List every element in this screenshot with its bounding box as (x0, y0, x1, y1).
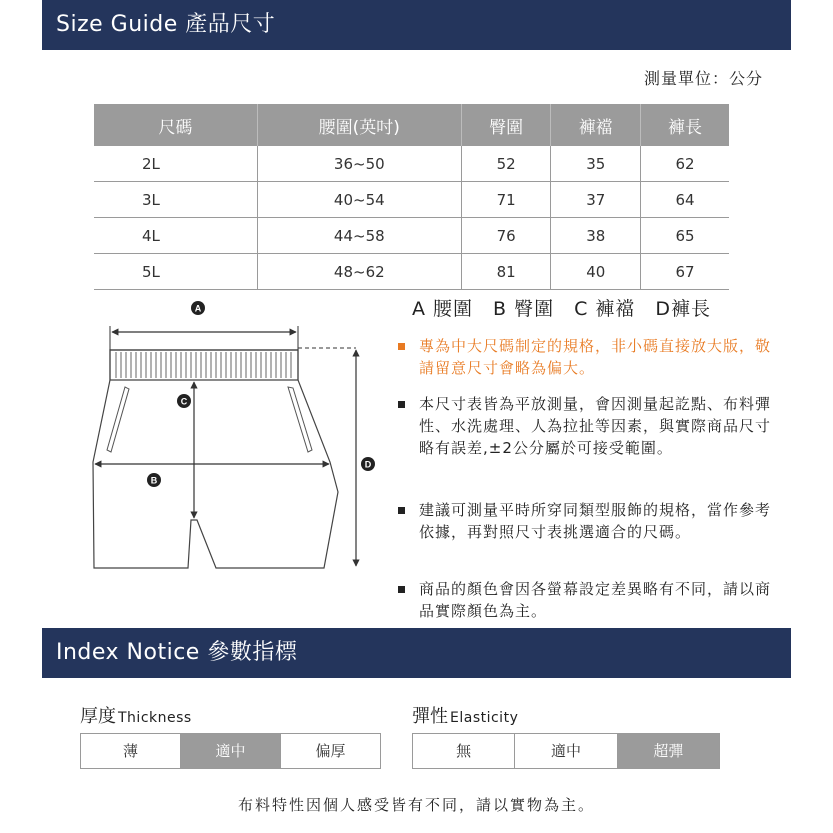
shorts-measurement-diagram (90, 292, 390, 582)
footer-note: 布料特性因個人感受皆有不同，請以實物為主。 (237, 796, 595, 814)
table-cell: 5L (94, 254, 257, 290)
shorts-outline (93, 350, 338, 568)
table-cell: 76 (461, 218, 551, 254)
table-cell: 81 (461, 254, 551, 290)
note-item (398, 393, 776, 459)
marker-c (177, 394, 191, 408)
elasticity-option: 無 (456, 742, 472, 760)
size-table-header-row (94, 104, 729, 146)
table-cell: 40~54 (257, 182, 461, 218)
thickness-option: 適中 (180, 734, 280, 768)
unit-note: 測量單位：公分 (643, 69, 763, 88)
note-item (398, 499, 776, 543)
index-notice-title: Index Notice 參數指標 (56, 640, 298, 665)
elasticity-option: 超彈 (617, 734, 719, 768)
note-text: 本尺寸表皆為平放測量，會因測量起訖點、布料彈性、水洗處理、人為拉扯等因素，與實際商品尺寸略有誤差,±2公分屬於可接受範圍。 (419, 395, 772, 457)
thickness-option: 偏厚 (280, 734, 380, 768)
marker-a-letter: A (194, 303, 202, 314)
thickness-label-en: Thickness (118, 710, 192, 726)
bullet-icon (398, 401, 405, 408)
elasticity-scale (412, 733, 720, 769)
size-table (94, 104, 729, 290)
thickness-option: 薄 (122, 742, 138, 760)
table-cell: 44~58 (257, 218, 461, 254)
header-size: 尺碼 (94, 104, 257, 146)
bullet-icon (398, 507, 405, 514)
table-cell: 40 (551, 254, 641, 290)
measurement-legend: A 腰圍 B 臀圍 C 褲襠 D褲長 (412, 298, 712, 320)
note-text: 建議可測量平時所穿同類型服飾的規格，當作參考依據，再對照尺寸表挑選適合的尺碼。 (419, 501, 772, 541)
marker-a (191, 301, 205, 315)
elasticity-option: 適中 (514, 734, 616, 768)
table-cell: 52 (461, 146, 551, 182)
pockets (107, 387, 312, 452)
marker-d (361, 457, 375, 471)
size-guide-banner (42, 0, 791, 50)
header-hip: 臀圍 (461, 104, 551, 146)
table-cell: 71 (461, 182, 551, 218)
note-item (398, 578, 776, 622)
marker-d-letter: D (364, 459, 372, 470)
table-cell: 4L (94, 218, 257, 254)
marker-b (147, 473, 161, 487)
waistband-ribbing (116, 352, 291, 378)
note-text: 商品的顏色會因各螢幕設定差異略有不同，請以商品實際顏色為主。 (419, 580, 772, 620)
table-cell: 36~50 (257, 146, 461, 182)
table-cell: 67 (641, 254, 729, 290)
table-cell: 37 (551, 182, 641, 218)
table-row (94, 254, 729, 290)
index-notice-banner (42, 628, 791, 678)
elasticity-label (412, 702, 518, 728)
marker-b-letter: B (150, 475, 158, 486)
table-cell: 38 (551, 218, 641, 254)
table-cell: 65 (641, 218, 729, 254)
table-cell: 35 (551, 146, 641, 182)
table-row (94, 146, 729, 182)
header-length: 褲長 (641, 104, 729, 146)
size-guide-title: Size Guide 產品尺寸 (56, 12, 276, 37)
table-cell: 62 (641, 146, 729, 182)
elasticity-label-en: Elasticity (450, 710, 519, 726)
note-text: 專為中大尺碼制定的規格，非小碼直接放大版，敬請留意尺寸會略為偏大。 (419, 337, 772, 377)
elasticity-label-zh: 彈性 (412, 706, 448, 727)
thickness-scale (80, 733, 381, 769)
note-item-highlight (398, 335, 776, 379)
table-cell: 3L (94, 182, 257, 218)
header-waist: 腰圍(英吋) (257, 104, 461, 146)
thickness-label (80, 702, 192, 728)
thickness-label-zh: 厚度 (80, 706, 116, 727)
bullet-icon (398, 343, 405, 350)
bullet-icon (398, 586, 405, 593)
table-cell: 2L (94, 146, 257, 182)
table-cell: 64 (641, 182, 729, 218)
table-row (94, 218, 729, 254)
table-row (94, 182, 729, 218)
marker-c-letter: C (180, 396, 188, 407)
table-cell: 48~62 (257, 254, 461, 290)
header-rise: 褲襠 (551, 104, 641, 146)
